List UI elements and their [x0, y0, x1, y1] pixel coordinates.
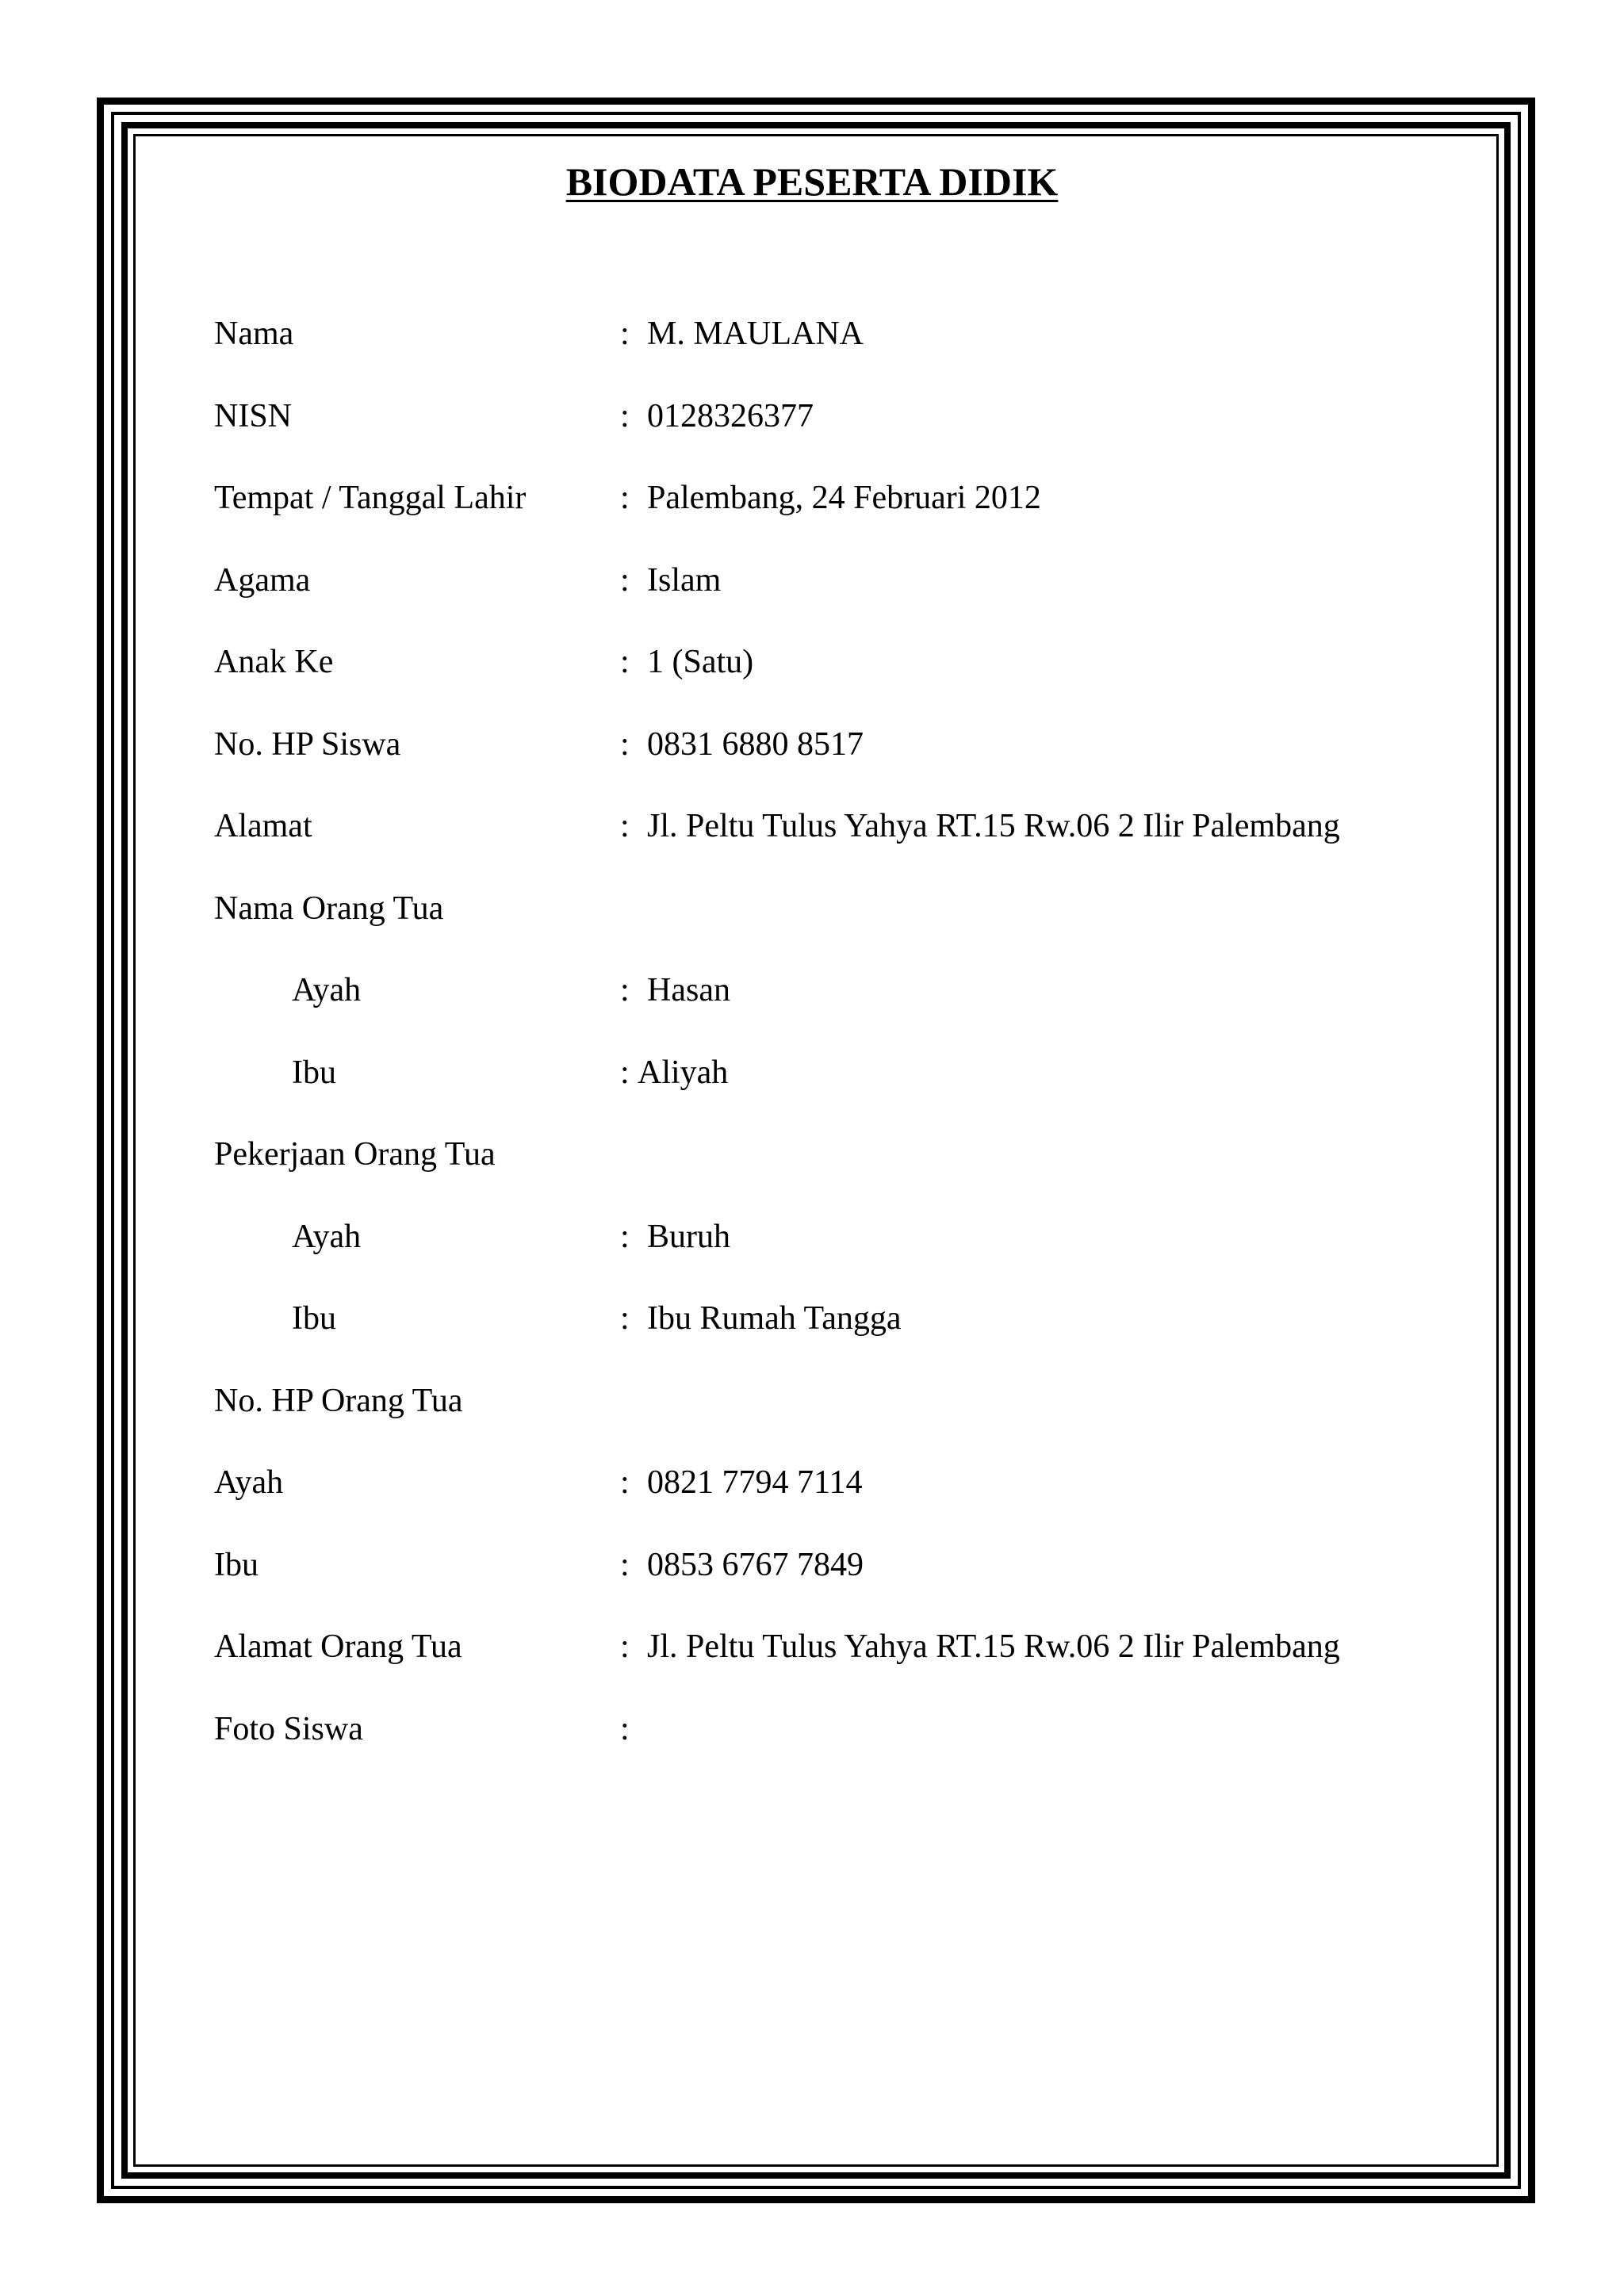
row-label: Ibu [292, 1300, 336, 1337]
row-value: 0128326377 [647, 397, 814, 434]
section-label: Pekerjaan Orang Tua [214, 1136, 496, 1173]
row-colon: : [620, 480, 630, 516]
row-tempat-tanggal-lahir [214, 474, 1499, 557]
row-value: Hasan [647, 972, 730, 1008]
row-label: Ibu [214, 1546, 259, 1583]
row-value: M. MAULANA [647, 316, 864, 352]
row-hp-ibu [214, 1541, 1499, 1624]
row-hp-siswa [214, 721, 1499, 803]
row-value: 0821 7794 7114 [647, 1464, 863, 1501]
row-nama-ibu [214, 1049, 1499, 1131]
row-colon: : [620, 561, 630, 599]
row-colon: : [620, 1054, 630, 1091]
row-nama [214, 310, 1499, 392]
row-label: Alamat [214, 808, 312, 844]
row-pekerjaan-orang-tua-heading [214, 1131, 1499, 1213]
row-nama-orang-tua-heading [214, 885, 1499, 967]
row-nama-ayah [214, 966, 1499, 1049]
row-hp-ayah [214, 1459, 1499, 1541]
row-nisn [214, 392, 1499, 475]
section-label: Nama Orang Tua [214, 890, 444, 927]
row-colon: : [620, 397, 630, 434]
row-alamat-orang-tua [214, 1623, 1499, 1705]
row-value: 0831 6880 8517 [647, 725, 864, 763]
row-anak-ke [214, 638, 1499, 721]
row-agama [214, 557, 1499, 639]
row-colon: : [620, 725, 630, 763]
row-label: Ayah [292, 1218, 362, 1255]
row-value: Islam [647, 561, 722, 599]
row-label: Ayah [292, 972, 362, 1008]
row-value: Jl. Peltu Tulus Yahya RT.15 Rw.06 2 Ilir Palembang [647, 808, 1340, 844]
row-colon: : [620, 972, 630, 1008]
row-hp-orang-tua-heading [214, 1377, 1499, 1460]
row-label: Ibu [292, 1054, 336, 1091]
row-label: Nama [214, 316, 294, 352]
row-colon: : [620, 316, 630, 352]
row-colon: : [620, 1464, 630, 1501]
row-colon: : [620, 1710, 630, 1747]
biodata-list [214, 310, 1499, 1787]
row-colon: : [620, 644, 630, 680]
row-label: No. HP Siswa [214, 725, 401, 763]
row-label: Anak Ke [214, 644, 334, 680]
row-label: Alamat Orang Tua [214, 1628, 462, 1665]
section-label: No. HP Orang Tua [214, 1382, 463, 1419]
row-pekerjaan-ibu [214, 1295, 1499, 1377]
row-value: Aliyah [638, 1054, 729, 1091]
row-label: Agama [214, 561, 311, 599]
row-colon: : [620, 1628, 630, 1665]
row-value: Jl. Peltu Tulus Yahya RT.15 Rw.06 2 Ilir Palembang [647, 1628, 1340, 1665]
row-label: Tempat / Tanggal Lahir [214, 480, 527, 516]
row-value: Palembang, 24 Februari 2012 [647, 480, 1041, 516]
row-colon: : [620, 1546, 630, 1583]
row-foto-siswa [214, 1705, 1499, 1788]
row-colon: : [620, 808, 630, 844]
row-value: Ibu Rumah Tangga [647, 1300, 902, 1337]
row-colon: : [620, 1300, 630, 1337]
row-label: NISN [214, 397, 293, 434]
row-value: Buruh [647, 1218, 730, 1255]
row-label: Foto Siswa [214, 1710, 363, 1747]
row-colon: : [620, 1218, 630, 1255]
row-alamat [214, 802, 1499, 885]
row-value: 1 (Satu) [647, 644, 754, 680]
row-label: Ayah [214, 1464, 284, 1501]
row-pekerjaan-ayah [214, 1213, 1499, 1295]
page-title: BIODATA PESERTA DIDIK [565, 159, 1059, 204]
row-value: 0853 6767 7849 [647, 1546, 864, 1583]
